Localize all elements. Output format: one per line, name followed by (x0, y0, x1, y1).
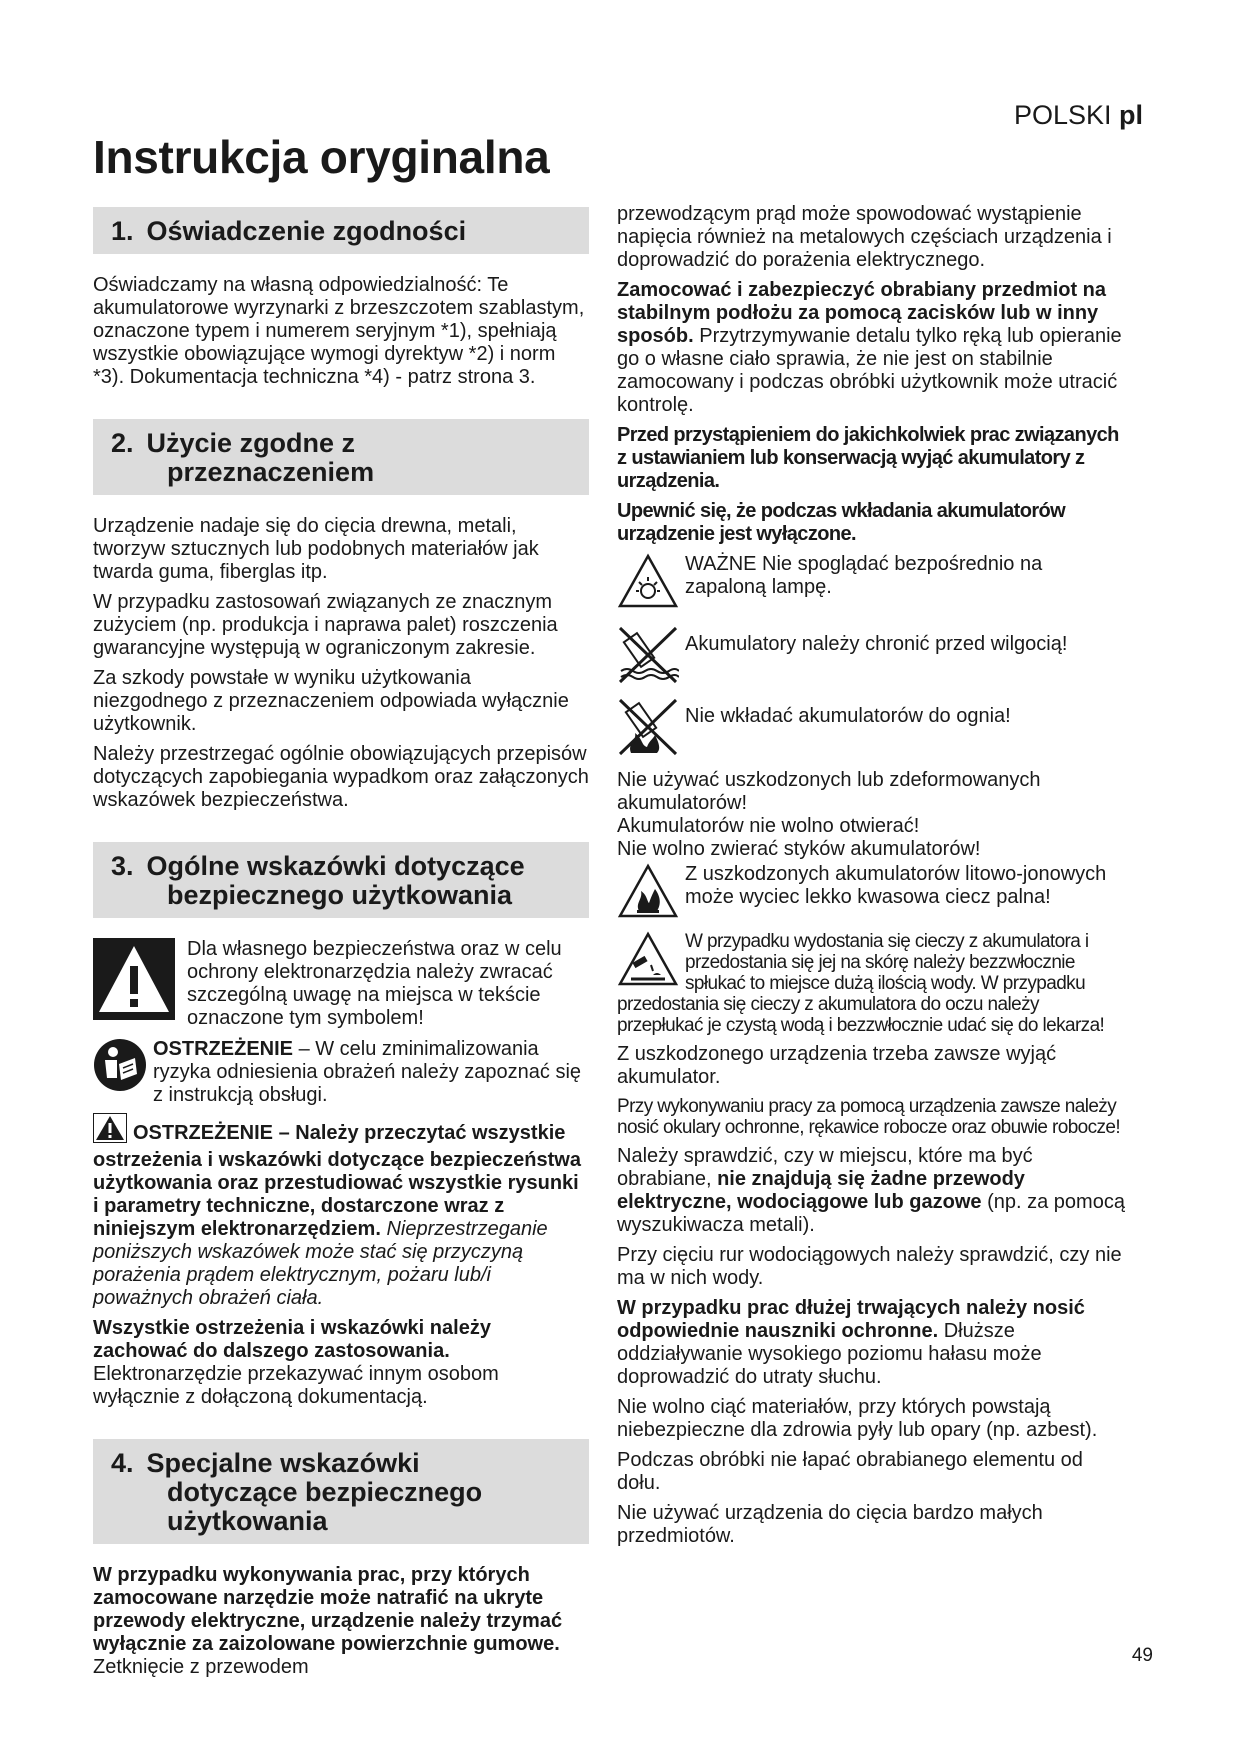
flammable-warning (617, 863, 1125, 925)
section-2-heading: 2. Użycie zgodne z przeznaczeniem (93, 419, 589, 495)
fire-warning (617, 697, 1125, 763)
language-label (1014, 100, 1143, 131)
acid-warning (617, 931, 1125, 1036)
page-number: 49 (1131, 1645, 1153, 1666)
acid-warning-text: W przypadku wydostania się cieczy z akumulatora i przedostania się jej na skórę należy bezzwłocznie spłukać to miejsce dużą ilością wody. W przypadku przedostania się cieczy z akumulatora do oczu należy przepłukać je czystą wodą i bezzwłocznie udać się do lekarza! (617, 931, 1105, 1036)
right-p4: Upewnić się, że podczas wkładania akumulatorów urządzenie jest wyłączone. (617, 500, 1066, 545)
general-warning: OSTRZEŻENIE – Należy przeczytać wszystkie ostrzeżenia i wskazówki dotyczące bezpieczeństwa użytkowania oraz przestudiować wszystkie rysunki i parametry techniczne, dostarczone wraz z niniejszym elektronarzędziem. Nieprzestrzeganie poniższych wskazówek może stać się przyczyną porażenia prądem elektrycznym, pożaru lub/i poważnych obrażeń ciała. (93, 1113, 589, 1310)
language-code: pl (1119, 100, 1143, 130)
section-4-heading: 4. Specjalne wskazówki dotyczące bezpiecznego użytkowania (93, 1439, 589, 1544)
right-p1: przewodzącym prąd może spowodować wystąpienie napięcia również na metalowych częściach urządzenia i doprowadzić do porażenia elektrycznego. (617, 203, 1112, 271)
moisture-warning (617, 625, 1125, 691)
right-p10: W przypadku prac dłużej trwających należy nosić odpowiednie nauszniki ochronne. Dłuższe oddziaływanie wysokiego poziomu hałasu może doprowadzić do utraty słuchu. (617, 1297, 1085, 1388)
intended-use-p1: Urządzenie nadaje się do cięcia drewna, metali, tworzyw sztucznych lub podobnych materiałów jak twarda guma, fiberglas itp. (93, 515, 539, 583)
right-p3: Przed przystąpieniem do jakichkolwiek prac związanych z ustawianiem lub konserwacją wyjąć akumulatory z urządzenia. (617, 424, 1119, 492)
hidden-wires-warning: W przypadku wykonywania prac, przy których zamocowane narzędzie może natrafić na ukryte przewody elektryczne, urządzenie należy trzymać wyłącznie za zaizolowane powierzchnie gumowe. Zetknięcie z przewodem (93, 1564, 563, 1678)
right-p11: Nie wolno ciąć materiałów, przy których powstają niebezpieczne dla zdrowia pyły lub opary (np. azbest). (617, 1396, 1098, 1441)
right-p7: Przy wykonywaniu pracy za pomocą urządzenia zawsze należy nosić okulary ochronne, rękawice robocze oraz obuwie robocze! (617, 1096, 1121, 1138)
left-column (93, 207, 589, 1686)
flammable-icon (617, 863, 679, 925)
right-p13: Nie używać urządzenia do cięcia bardzo małych przedmiotów. (617, 1502, 1043, 1547)
language-word: POLSKI (1013, 100, 1112, 130)
right-p8: Należy sprawdzić, czy w miejscu, które ma być obrabiane, nie znajdują się żadne przewody elektryczne, wodociągowe lub gazowe (np. za pomocą wyszukiwacza metali). (617, 1145, 1125, 1236)
warning-symbol-block (93, 938, 589, 1030)
section-3-heading: 3. Ogólne wskazówki dotyczące bezpiecznego użytkowania (93, 842, 589, 918)
no-moisture-icon (617, 625, 679, 691)
document-title: Instrukcja oryginalna (93, 131, 550, 183)
intended-use-p3: Za szkody powstałe w wyniku użytkowania niezgodnego z przeznaczeniem odpowiada wyłącznie użytkownik. (93, 667, 569, 735)
intended-use-p2: W przypadku zastosowań związanych ze znacznym zużyciem (np. produkcja i naprawa palet) roszczenia gwarancyjne występują w ograniczonym zakresie. (93, 591, 558, 659)
read-manual-icon (93, 1038, 147, 1098)
section-1-heading: 1. Oświadczenie zgodności (93, 207, 589, 254)
fire-warning-text: Nie wkładać akumulatorów do ognia! (685, 705, 1011, 727)
warning-label: OSTRZEŻENIE (153, 1038, 294, 1060)
no-fire-icon (617, 697, 679, 763)
acid-warning-icon (617, 931, 679, 993)
warning-triangle-icon (93, 938, 175, 1030)
keep-instructions: Wszystkie ostrzeżenia i wskazówki należy zachować do dalszego zastosowania. Elektronarzędzie przekazywać innym osobom wyłącznie z dołączoną dokumentacją. (93, 1317, 499, 1408)
warning-symbol-text: Dla własnego bezpieczeństwa oraz w celu ochrony elektronarzędzia należy zwracać szczególną uwagę na miejsca w tekście oznaczone tym symbolem! (187, 938, 562, 1029)
moisture-warning-text: Akumulatory należy chronić przed wilgocią! (685, 633, 1068, 655)
declaration-text: Oświadczamy na własną odpowiedzialność: Te akumulatorowe wyrzynarki z brzeszczotem szablastym, oznaczone typem i numerem seryjnym *1), spełniają wszystkie obowiązujące wymogi dyrektyw *2) i norm *3). Dokumentacja techniczna *4) - patrz strona 3. (93, 274, 585, 388)
right-p6: Z uszkodzonego urządzenia trzeba zawsze wyjąć akumulator. (617, 1043, 1057, 1088)
right-column (617, 203, 1125, 1555)
right-p9: Przy cięciu rur wodociągowych należy sprawdzić, czy nie ma w nich wody. (617, 1244, 1122, 1289)
read-manual-block (93, 1038, 589, 1107)
small-warning-icon (93, 1113, 127, 1149)
lamp-warning-icon (617, 553, 679, 615)
flammable-warning-text: Z uszkodzonych akumulatorów litowo-jonowych może wyciec lekko kwasowa ciecz palna! (685, 863, 1107, 908)
battery-warning-l1: Nie używać uszkodzonych lub zdeformowanych akumulatorów! (617, 769, 1041, 814)
right-p2: Zamocować i zabezpieczyć obrabiany przedmiot na stabilnym podłożu za pomocą zacisków lub w inny sposób. Przytrzymywanie detalu tylko ręką lub opieranie go o własne ciało sprawia, że nie jest on stabilnie zamocowany i podczas obróbki użytkownik może utracić kontrolę. (617, 279, 1122, 416)
right-p12: Podczas obróbki nie łapać obrabianego elementu od dołu. (617, 1449, 1083, 1494)
intended-use-p4: Należy przestrzegać ogólnie obowiązujących przepisów dotyczących zapobiegania wypadkom oraz załączonych wskazówek bezpieczeństwa. (93, 743, 589, 811)
battery-warning-l3: Nie wolno zwierać styków akumulatorów! (617, 838, 981, 860)
battery-warning-l2: Akumulatorów nie wolno otwierać! (617, 815, 920, 837)
lamp-warning-text: WAŻNE Nie spoglądać bezpośrednio na zapaloną lampę. (685, 553, 1043, 598)
read-manual-text: – W celu zminimalizowania ryzyka odniesienia obrażeń należy zapoznać się z instrukcją obsługi. (153, 1038, 582, 1106)
lamp-warning (617, 553, 1125, 615)
